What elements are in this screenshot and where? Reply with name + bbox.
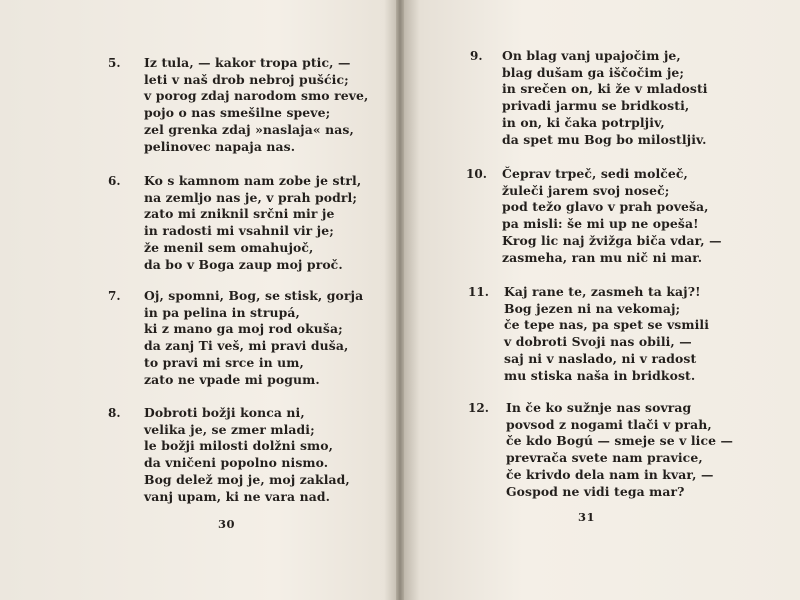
verse-line: če kdo Bogú — smeje se v lice — — [506, 433, 733, 449]
page-number: 30 — [218, 517, 236, 531]
book-gutter — [396, 0, 404, 600]
verse-line: da vničeni popolno nismo. — [144, 455, 329, 471]
right-page — [404, 0, 800, 600]
verse-line: zel grenka zdaj »naslaja« nas, — [144, 121, 354, 137]
verse-line: Dobroti božji konca ni, — [144, 405, 305, 420]
verse-line: prevrača svete nam pravice, — [506, 450, 703, 466]
verse-line: pa misli: še mi up ne opeša! — [502, 216, 699, 232]
verse-line: žuleči jarem svoj noseč; — [502, 182, 670, 198]
verse-line: Kaj rane te, zasmeh ta kaj?! — [504, 284, 701, 299]
stanza-number: 9. — [470, 49, 483, 63]
verse-line: Oj, spomni, Bog, se stisk, gorja — [144, 288, 364, 303]
left-page — [0, 0, 396, 600]
verse-line: zasmeha, ran mu nič ni mar. — [502, 249, 703, 265]
verse-line: pojo o nas smešilne speve; — [144, 105, 331, 121]
stanza-number: 11. — [468, 285, 489, 299]
verse-line: Krog lic naj žvižga biča vdar, — — [502, 232, 722, 248]
page-number: 31 — [578, 510, 596, 524]
stanza-number: 12. — [468, 401, 489, 415]
verse-line: Gospod ne vidi tega mar? — [506, 483, 685, 499]
verse-line: in radosti mi vsahnil vir je; — [144, 223, 334, 239]
verse-line: da zanj Ti veš, mi pravi duša, — [144, 338, 349, 354]
verse-line: v porog zdaj narodom smo reve, — [144, 88, 369, 104]
verse-line: Bog jezen ni na vekomaj; — [504, 300, 681, 316]
verse-line: v dobroti Svoji nas obili, — — [504, 334, 692, 350]
stanza-number: 8. — [108, 406, 121, 420]
verse-line: blag dušam ga iščočim je; — [502, 64, 685, 80]
verse-line: če tepe nas, pa spet se vsmili — [504, 317, 709, 333]
verse-line: velika je, se zmer mladi; — [144, 421, 315, 437]
verse-line: povsod z nogami tlači v prah, — [506, 416, 712, 432]
verse-line: pelinovec napaja nas. — [144, 138, 296, 154]
verse-line: če krivdo dela nam in kvar, — — [506, 466, 714, 482]
verse-line: In če ko sužnje nas sovrag — [506, 400, 692, 415]
verse-line: le božji milosti dolžni smo, — [144, 438, 334, 454]
verse-line: na zemljo nas je, v prah podrl; — [144, 189, 358, 205]
verse-line: Bog delež moj je, moj zaklad, — [144, 471, 350, 487]
verse-line: Iz tula, — kakor tropa ptic, — — [144, 55, 351, 70]
verse-line: On blag vanj upajočim je, — [502, 48, 681, 63]
verse-line: zato ne vpade mi pogum. — [144, 371, 320, 387]
verse-line: zato mi zniknil srčni mir je — [144, 206, 335, 222]
verse-line: Čeprav trpeč, sedi molčeč, — [502, 166, 688, 181]
stanza-number: 10. — [466, 167, 487, 181]
verse-line: da bo v Boga zaup moj proč. — [144, 256, 343, 272]
stanza-number: 5. — [108, 56, 121, 70]
verse-line: privadi jarmu se bridkosti, — [502, 98, 690, 114]
verse-line: in srečen on, ki že v mladosti — [502, 81, 708, 97]
stanza-number: 6. — [108, 174, 121, 188]
verse-line: to pravi mi srce in um, — [144, 354, 304, 370]
verse-line: in pa pelina in strupá, — [144, 304, 300, 320]
verse-line: leti v naš drob nebroj pušćic; — [144, 71, 349, 87]
verse-line: da spet mu Bog bo milostljiv. — [502, 131, 707, 147]
verse-line: vanj upam, ki ne vara nad. — [144, 488, 330, 504]
verse-line: pod težo glavo v prah poveša, — [502, 199, 709, 215]
verse-line: mu stiska naša in bridkost. — [504, 367, 696, 383]
verse-line: že menil sem omahujoč, — [144, 239, 314, 255]
verse-line: in on, ki čaka potrpljiv, — [502, 114, 665, 130]
verse-line: Ko s kamnom nam zobe je strl, — [144, 173, 362, 188]
verse-line: ki z mano ga moj rod okuša; — [144, 321, 343, 337]
verse-line: saj ni v naslado, ni v radost — [504, 350, 697, 366]
stanza-number: 7. — [108, 289, 121, 303]
